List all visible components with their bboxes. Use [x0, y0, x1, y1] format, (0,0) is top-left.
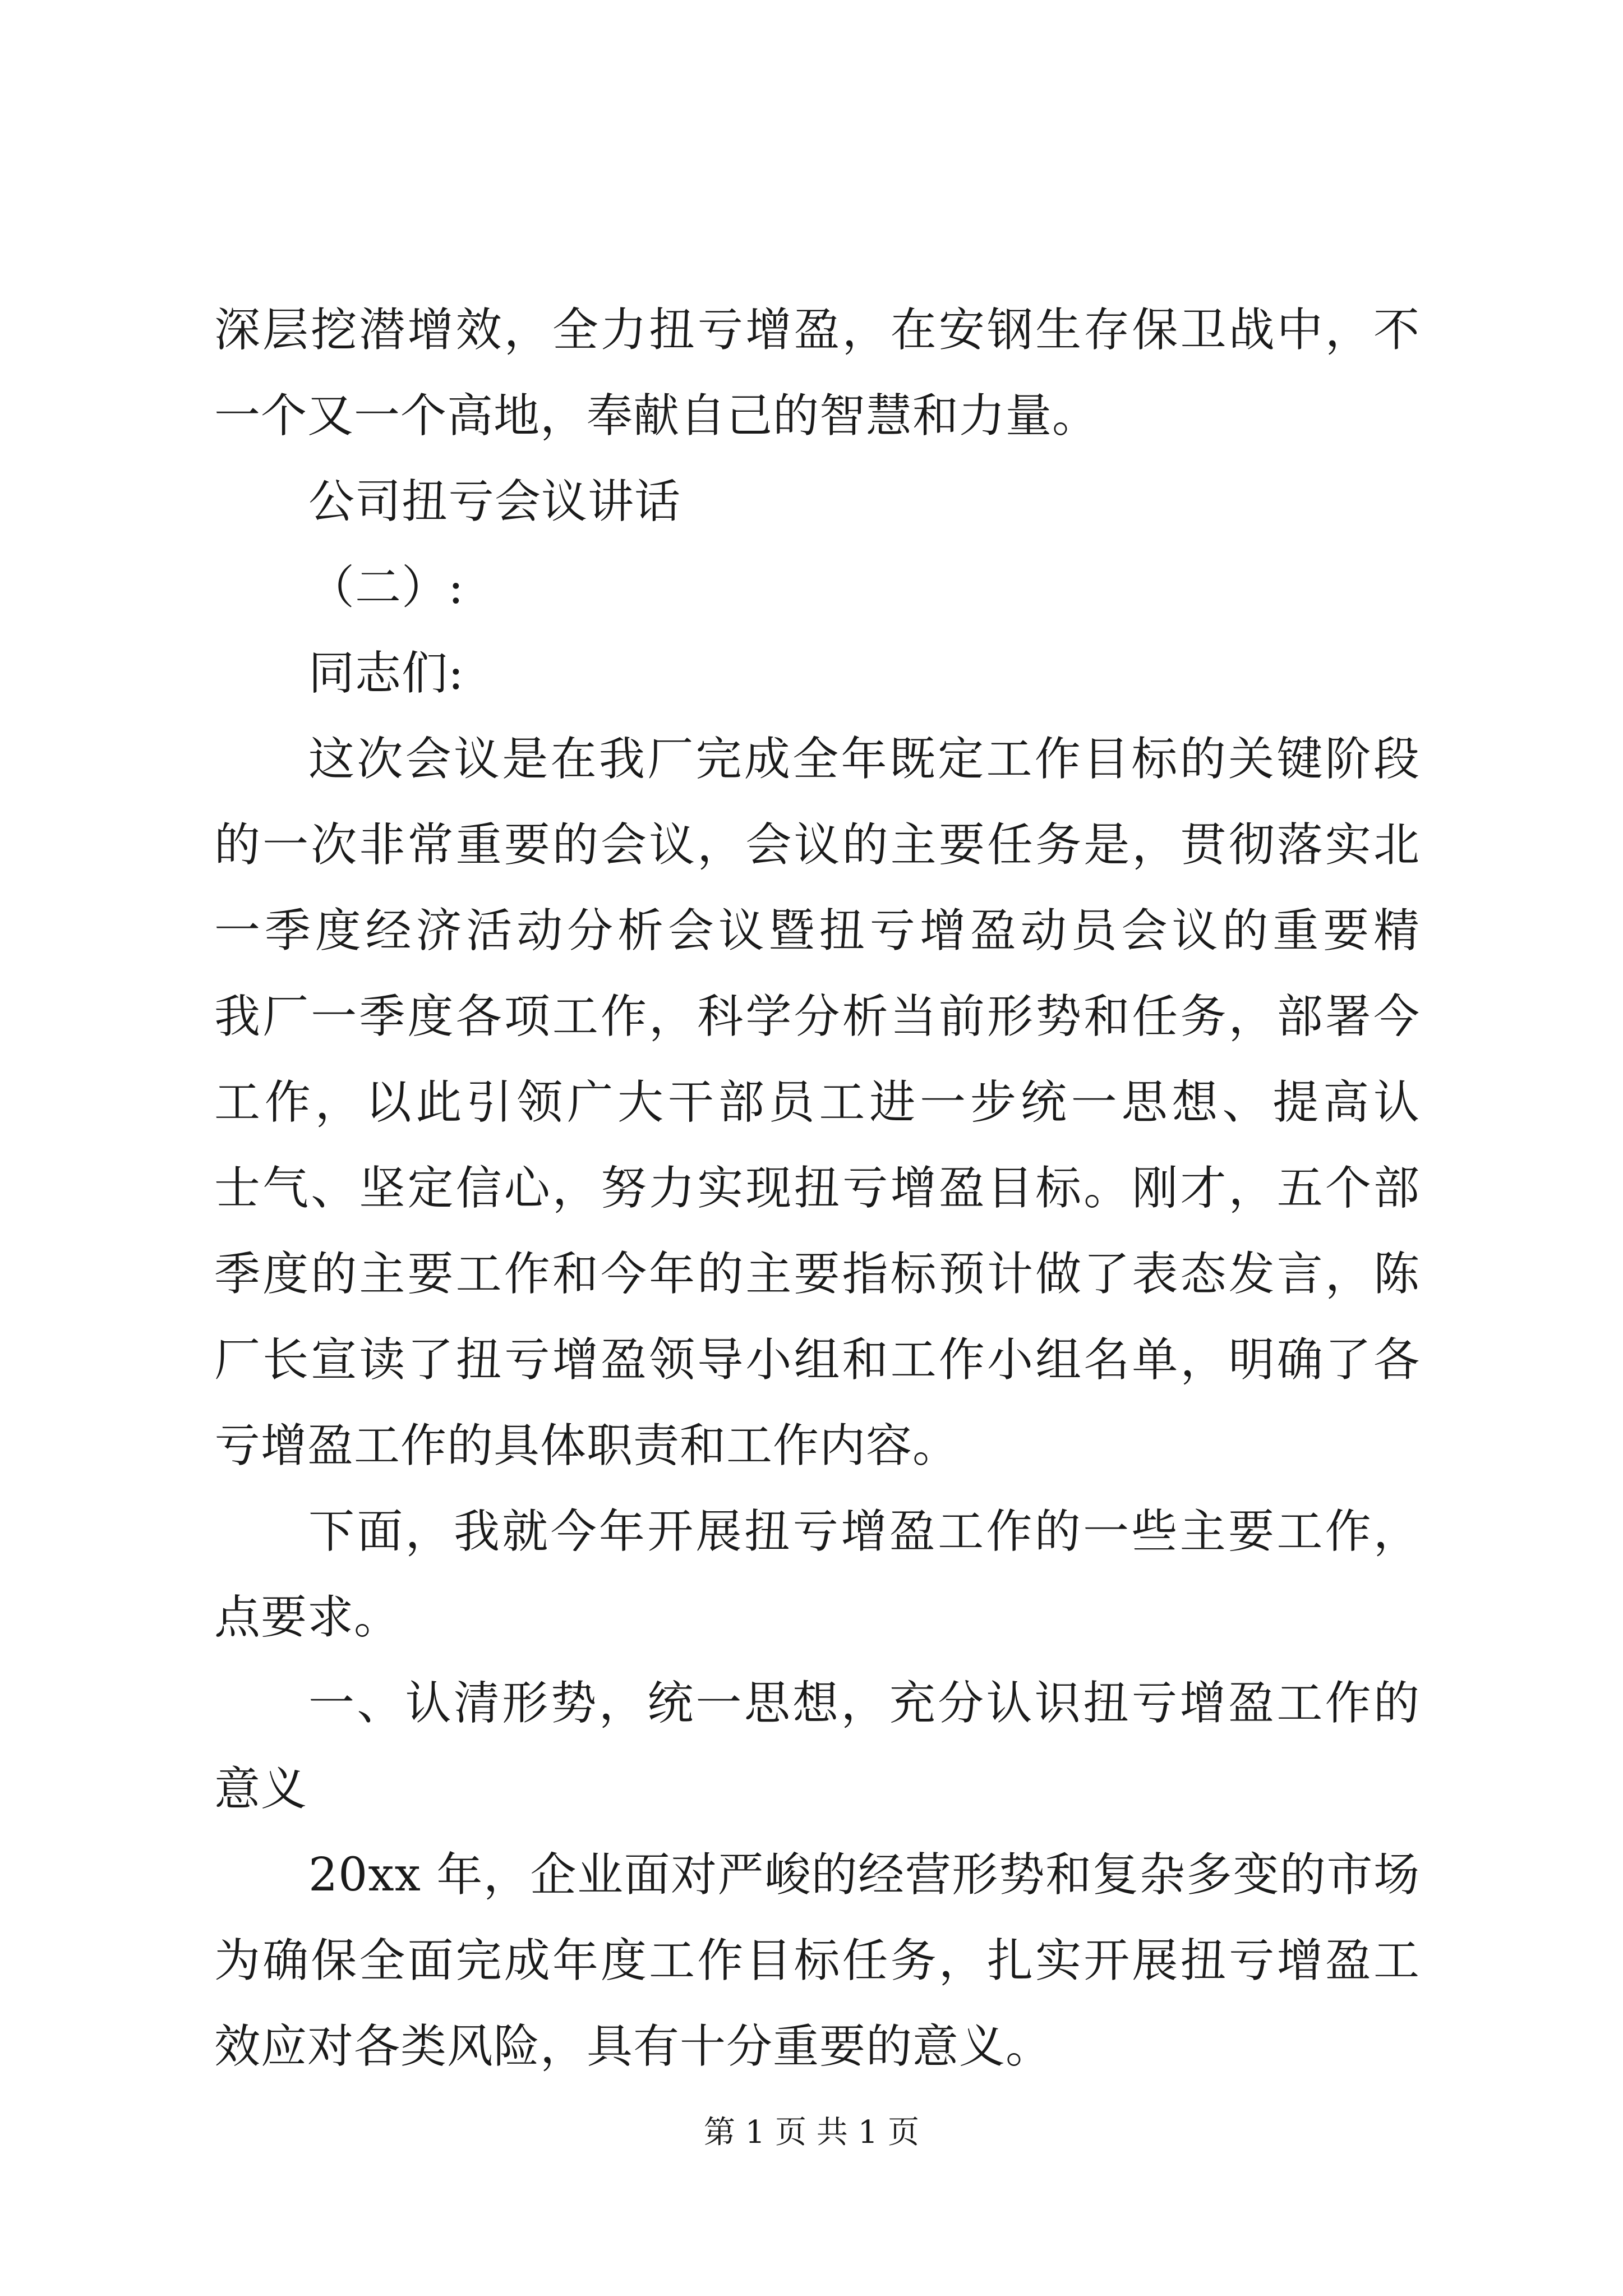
text-line: 我厂一季度各项工作，科学分析当前形势和任务，部署今: [214, 990, 1420, 1043]
text-line: 士气、坚定信心，努力实现扭亏增盈目标。刚才，五个部: [214, 1162, 1420, 1215]
heading-line: 意义: [214, 1763, 308, 1816]
text-line: 为确保全面完成年度工作目标任务，扎实开展扭亏增盈工: [214, 1934, 1420, 1987]
text-line: 亏增盈工作的具体职责和工作内容。: [214, 1419, 960, 1473]
section-title: 公司扭亏会议讲话: [308, 475, 681, 528]
text-line: 这次会议是在我厂完成全年既定工作目标的关键阶段: [308, 733, 1420, 786]
section-number: （二）:: [308, 561, 464, 614]
text-line: 点要求。: [214, 1591, 401, 1644]
document-body: [214, 287, 1420, 2090]
text-line: 效应对各类风险，具有十分重要的意义。: [214, 2020, 1053, 2073]
salutation: 同志们:: [308, 647, 464, 700]
text-line: 季度的主要工作和今年的主要指标预计做了表态发言，陈: [214, 1248, 1420, 1301]
text-line: 的一次非常重要的会议，会议的主要任务是，贯彻落实北: [214, 818, 1420, 872]
text-line: 厂长宣读了扭亏增盈领导小组和工作小组名单，明确了各: [214, 1333, 1420, 1387]
heading-line: 一、认清形势，统一思想，充分认识扭亏增盈工作的: [308, 1677, 1420, 1730]
text-line: 下面，我就今年开展扭亏增盈工作的一些主要工作，: [308, 1505, 1420, 1558]
text-line: 一个又一个高地，奉献自己的智慧和力量。: [214, 389, 1099, 443]
text-line: 工作，以此引领广大干部员工进一步统一思想、提高认: [214, 1076, 1420, 1129]
text-line: 20xx 年，企业面对严峻的经营形势和复杂多变的市场: [308, 1848, 1420, 1902]
page-footer: 第 1 页 共 1 页: [703, 2114, 920, 2151]
text-line: 一季度经济活动分析会议暨扭亏增盈动员会议的重要精: [214, 904, 1420, 958]
text-line: 深层挖潜增效，全力扭亏增盈，在安钢生存保卫战中，不: [214, 303, 1420, 357]
